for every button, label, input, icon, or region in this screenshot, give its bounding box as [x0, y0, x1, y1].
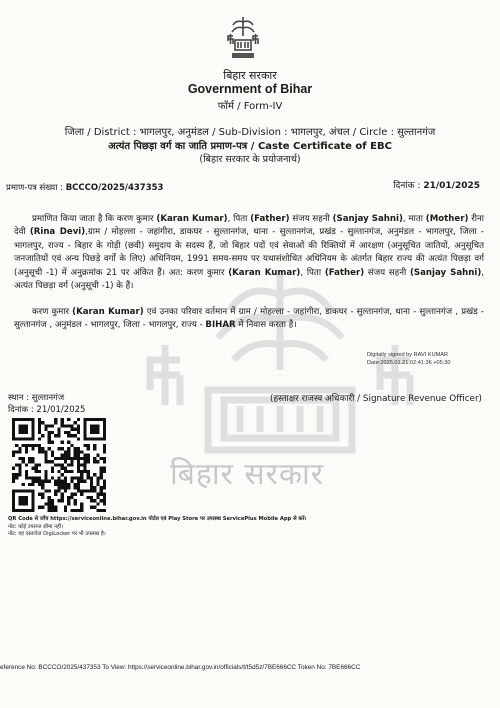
residence-paragraph: करण कुमार (Karan Kumar) एवं उनका परिवार वर्तमान में ग्राम / मोहल्ला - जहांगीरा, डाकघर - सुल्तानगंज, थाना - सुल्तानगंज , प्रखंड - सुल्तानगंज , अनुमंडल - भागलपुर, जिला - भागलपुर, राज्य - BIHAR में निवास करता है। [14, 307, 484, 331]
issued-purpose: (बिहार सरकार के प्रयोजनार्थ) [199, 154, 301, 165]
place-of-issue: स्थान : सुल्तानगंज [8, 393, 65, 403]
issue-date: दिनांक : 21/01/2025 [393, 181, 480, 191]
bihar-emblem-logo [226, 14, 260, 60]
qr-code[interactable] [12, 418, 106, 512]
certificate-title: अत्यंत पिछड़ा वर्ग का जाति प्रमाण-पत्र / Caste Certificate of EBC [108, 141, 392, 152]
state-name-hindi: बिहार सरकार [223, 69, 277, 82]
signatory-label: (हस्ताक्षर राजस्व अधिकारी / Signature Revenue Officer) [270, 394, 482, 404]
qr-verification-note: QR Code से जाँच https://serviceonline.bihar.gov.in पोर्टल एवं Play Store पर उपलब्ध ServicePlus Mobile App से करें। नोट: कोई उपरान्त सीमा नहीं। नोट: यह दस्तावेज DigiLocker पर भी उपलब्ध है। [8, 516, 307, 537]
form-label: फॉर्म / Form-IV [217, 101, 283, 112]
reference-footer: eference No: BCCCO/2025/437353 To View: https://serviceonline.bihar.gov.in/officials/t/t5d5z/7BE666CC Token No: 7BE666CC [0, 664, 361, 671]
watermark-text: बिहार सरकार [170, 457, 325, 492]
government-title: Government of Bihar [187, 82, 313, 96]
certification-paragraph: प्रमाणित किया जाता है कि करण कुमार (Karan Kumar), पिता (Father) संजय सहनी (Sanjay Sahni), माता (Mother) रीना देवी (Rina Devi),ग्राम / मोहल्ला - जहांगीरा, डाकघर - सुल्तानगंज, थाना - सुल्तानगंज, प्रखंड - सुल्तानगंज, अनुमंडल - भागलपुर, जिला - भागलपुर, राज्य - बिहार के गोड़ी (छवी) समुदाय के सदस्य हैं, जो बिहार पदों एवं सेवाओं की रिक्तियों में आरक्षण (अनुसूचित जातियों, अनुसूचित जनजातियों एवं अन्य पिछड़े वर्गों के लिए) अधिनियम, 1991 समय-समय पर यथासंशोधित अधिनियम के अंतर्गत बिहार राज्य की अत्यंत पिछड़ा वर्ग (अनुसूची -1) में अनुक्रमांक 21 पर अंकित हैं। अत: करण कुमार (Karan Kumar), पिता (Father) संजय सहनी (Sanjay Sahni), अत्यंत पिछड़ा वर्ग (अनुसूची -1) के हैं। [14, 214, 484, 292]
digital-signature: Digitally signed by RAVI KUMAR Date:2025.01.21 02:41:36 +05:30 [367, 352, 451, 366]
certificate-number: प्रमाण-पत्र संख्या : BCCCO/2025/437353 [6, 183, 164, 193]
jurisdiction-line: जिला / District : भागलपुर, अनुमंडल / Sub-Division : भागलपुर, अंचल / Circle : सुल्तानगंज [64, 127, 436, 138]
bottom-date: दिनांक : 21/01/2025 [8, 405, 86, 415]
